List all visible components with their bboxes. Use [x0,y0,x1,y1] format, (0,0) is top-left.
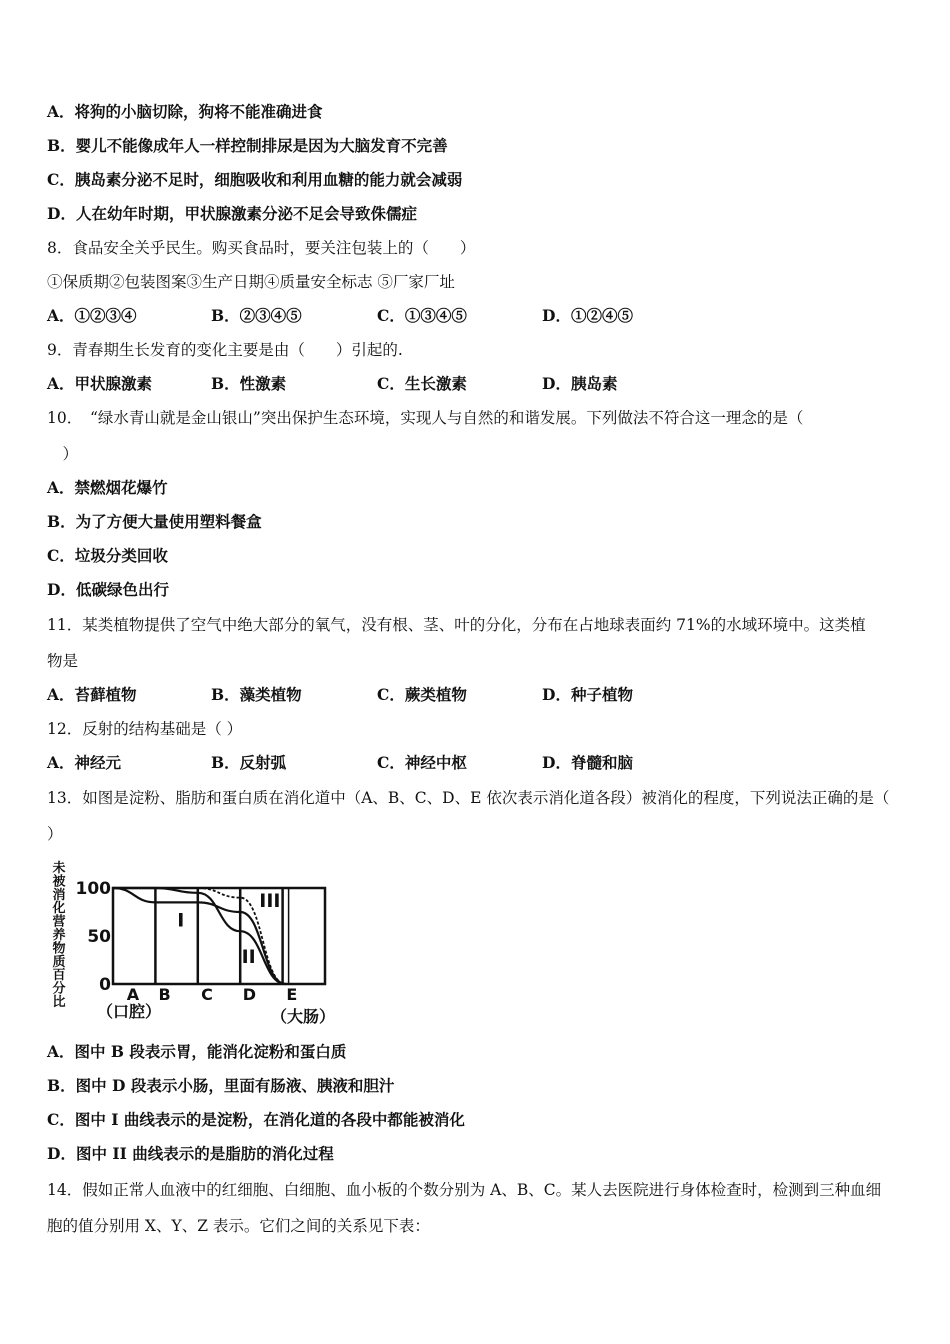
y-label-char: 未 [52,861,66,876]
y-label-char: 消 [52,887,66,903]
q11-stem-line1: 11．某类植物提供了空气中绝大部分的氧气，没有根、茎、叶的分化，分布在占地球表面约 71%的水域环境中。这类植 [47,616,866,634]
q13-option-a: A．图中 B 段表示胃，能消化淀粉和蛋白质 [47,1042,347,1061]
x-tick-label: B [158,985,171,1004]
q13-option-b: B．图中 D 段表示小肠，里面有肠液、胰液和胆汁 [47,1076,395,1095]
y-axis-label [51,860,65,1010]
series-label-I: I [177,909,185,932]
y-label-char: 养 [52,928,66,943]
x-tick-labels [97,985,335,1026]
q8-option-c: C．①③④⑤ [377,306,467,325]
y-label-char: 比 [52,995,66,1010]
q8-items: ①保质期②包装图案③生产日期④质量安全标志 ⑤厂家厂址 [47,273,455,291]
q12-option-a: A．神经元 [47,753,122,772]
q12-stem: 12．反射的结构基础是（ ） [47,720,243,738]
series-lines [113,888,286,984]
q12-option-c: C．神经中枢 [377,753,467,772]
q10-option-c: C．垃圾分类回收 [47,546,168,565]
q10-stem-line2: ） [47,445,79,463]
digestion-chart [47,858,357,1028]
q11-stem-line2: 物是 [47,652,79,670]
q8-option-b: B．②③④⑤ [211,306,302,325]
q13-stem-line2: ） [47,825,63,843]
x-tick-label: C [201,985,213,1004]
q12-option-d: D．脊髓和脑 [542,753,633,772]
y-label-char: 化 [52,901,66,917]
q13-option-d: D．图中 II 曲线表示的是脂肪的消化过程 [47,1144,334,1163]
q8-option-d: D．①②④⑤ [542,306,633,325]
y-tick-label: 0 [99,975,111,995]
q14-stem-line2: 胞的值分别用 X、Y、Z 表示。它们之间的关系见下表： [47,1217,430,1235]
y-label-char: 分 [52,981,66,997]
q13-option-c: C．图中 I 曲线表示的是淀粉，在消化道的各段中都能被消化 [47,1110,465,1129]
y-tick-label: 100 [75,879,111,899]
q12-option-b: B．反射弧 [211,753,287,772]
series-label-II: II [241,945,256,968]
q9-option-b: B．性激素 [211,374,287,393]
q9-option-d: D．胰岛素 [542,374,618,393]
q8-option-a: A．①②③④ [47,306,137,325]
q10-option-b: B．为了方便大量使用塑料餐盒 [47,512,262,531]
plot-frame [113,888,325,984]
q9-option-c: C．生长激素 [377,374,467,393]
q11-option-d: D．种子植物 [542,685,633,704]
y-label-char: 质 [52,954,66,970]
q11-option-c: C．蕨类植物 [377,685,467,704]
q10-option-a: A．禁燃烟花爆竹 [47,478,168,497]
q10-stem-line1: 10． “绿水青山就是金山银山”突出保护生态环境，实现人与自然的和谐发展。下列做法不符合这一理念的是（ [47,409,804,427]
x-tick-label: D [242,985,257,1004]
q14-stem-line1: 14．假如正常人血液中的红细胞、白细胞、血小板的个数分别为 A、B、C。某人去医院进行身体检查时，检测到三种血细 [47,1181,882,1199]
x-tick-label: A [126,985,140,1004]
x-tick-label: E [286,985,298,1004]
plot-border [113,888,325,984]
series-label-III: III [259,890,281,913]
y-tick-labels [76,879,112,995]
q7-option-a: A．将狗的小脑切除，狗将不能准确进食 [47,102,323,121]
q10-option-d: D．低碳绿色出行 [47,580,169,599]
y-label-char: 物 [52,941,66,957]
q8-stem: 8．食品安全关乎民生。购买食品时，要关注包装上的（ ） [47,239,476,257]
x-note-large-intestine: （大肠） [270,1007,336,1026]
y-label-char: 被 [52,874,66,890]
q7-option-b: B．婴儿不能像成年人一样控制排尿是因为大脑发育不完善 [47,136,448,155]
q7-option-d: D．人在幼年时期，甲状腺激素分泌不足会导致侏儒症 [47,204,417,223]
y-tick-label: 50 [87,927,111,947]
q11-option-b: B．藻类植物 [211,685,302,704]
y-label-char: 百 [52,968,66,984]
q9-stem: 9．青春期生长发育的变化主要是由（ ）引起的. [47,341,403,359]
q7-option-c: C．胰岛素分泌不足时，细胞吸收和利用血糖的能力就会减弱 [47,170,463,189]
y-label-char: 营 [52,914,66,930]
q9-option-a: A．甲状腺激素 [47,374,153,393]
q11-option-a: A．苔藓植物 [47,685,137,704]
x-note-mouth: （口腔） [96,1002,162,1021]
q13-stem-line1: 13．如图是淀粉、脂肪和蛋白质在消化道中（A、B、C、D、E 依次表示消化道各段）被消化的程度，下列说法正确的是（ [47,789,890,807]
